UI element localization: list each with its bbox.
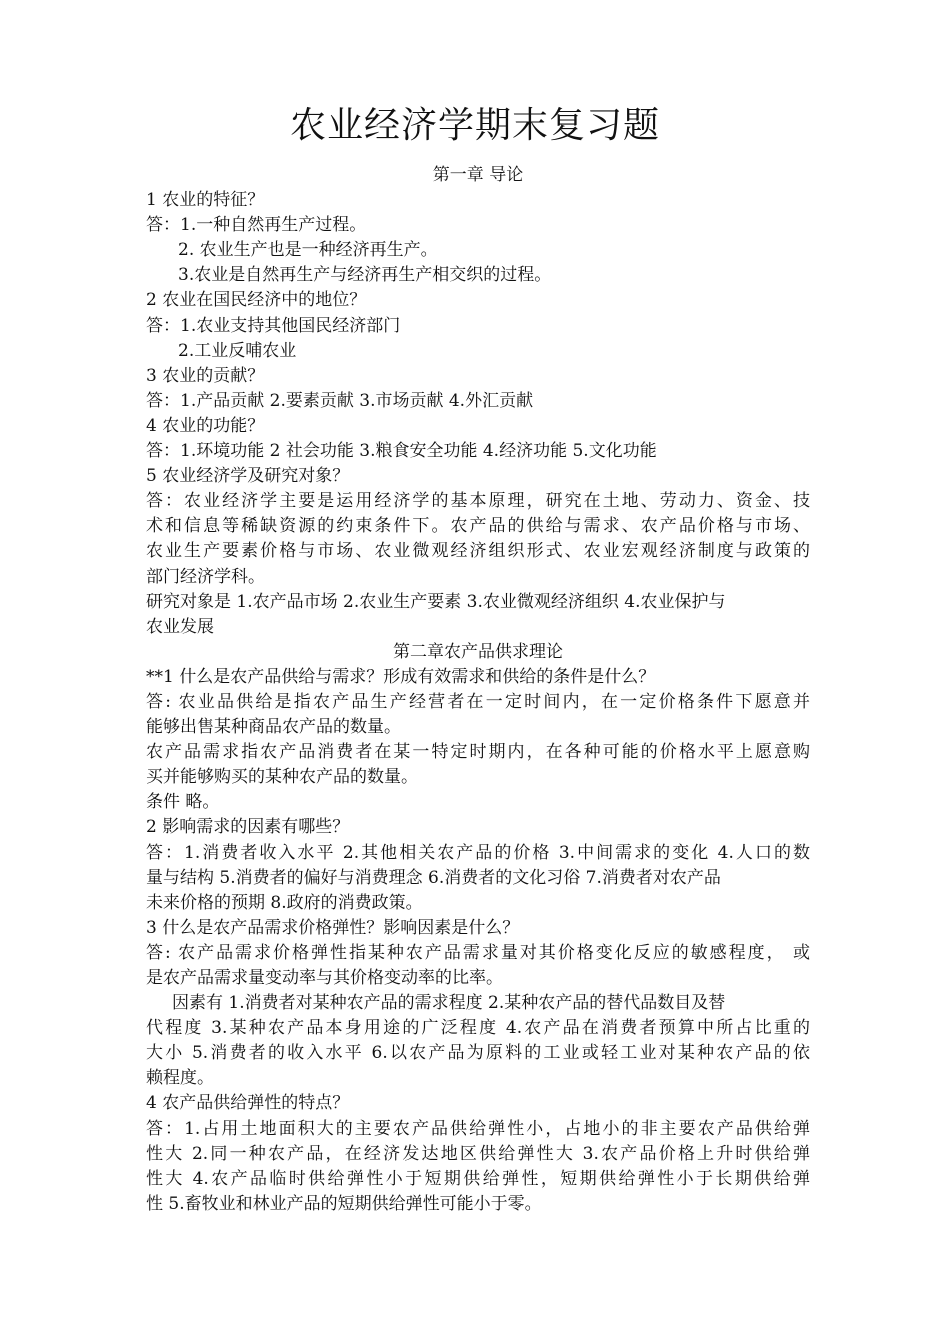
question-2: 2 农业在国民经济中的地位？ [146, 290, 367, 311]
answer-line: 答: 农产品需求价格弹性指某种农产品需求量对其价格变化反应的敏感程度， 或 [146, 942, 810, 963]
question-3: 3 农业的贡献？ [146, 365, 265, 386]
answer-line: 赖程度。 [146, 1068, 214, 1089]
answer-line: 能够出售某种商品农产品的数量。 [146, 717, 401, 738]
answer-line: 答：1.环境功能 2 社会功能 3.粮食安全功能 4.经济功能 5.文化功能 [146, 441, 657, 462]
answer-line: 农业发展 [146, 616, 214, 637]
answer-line: 量与结构 5.消费者的偏好与消费理念 6.消费者的文化习俗 7.消费者对农产品 [146, 867, 721, 888]
answer-line: 条件 略。 [146, 792, 220, 813]
document-body [146, 163, 810, 1217]
answer-line: 2. 农业生产也是一种经济再生产。 [178, 240, 438, 261]
answer-line: 答：农业经济学主要是运用经济学的基本原理，研究在土地、劳动力、资金、技 [146, 491, 810, 512]
answer-line: 研究对象是 1.农产品市场 2.农业生产要素 3.农业微观经济组织 4.农业保护与 [146, 591, 726, 612]
answer-line: 农业生产要素价格与市场、农业微观经济组织形式、农业宏观经济制度与政策的 [146, 541, 810, 562]
answer-line: 未来价格的预期 8.政府的消费政策。 [146, 892, 423, 913]
answer-line: 答：1.农业支持其他国民经济部门 [146, 315, 401, 336]
answer-line: 答：1.一种自然再生产过程。 [146, 215, 367, 236]
answer-line: 大小 5.消费者的收入水平 6.以农产品为原料的工业或轻工业对某种农产品的依 [146, 1043, 810, 1064]
question-5: 5 农业经济学及研究对象？ [146, 466, 350, 487]
question-4: 4 农产品供给弹性的特点？ [146, 1093, 350, 1114]
question-1: **1 什么是农产品供给与需求？形成有效需求和供给的条件是什么？ [146, 666, 656, 687]
question-1: 1 农业的特征？ [146, 190, 265, 211]
question-2: 2 影响需求的因素有哪些？ [146, 817, 350, 838]
answer-line: 答：1.占用土地面积大的主要农产品供给弹性小，占地小的非主要农产品供给弹 [146, 1118, 810, 1139]
answer-line: 买并能够购买的某种农产品的数量。 [146, 767, 418, 788]
answer-line: 代程度 3.某种农产品本身用途的广泛程度 4.农产品在消费者预算中所占比重的 [146, 1018, 810, 1039]
question-3: 3 什么是农产品需求价格弹性？影响因素是什么？ [146, 917, 520, 938]
answer-line: 因素有 1.消费者对某种农产品的需求程度 2.某种农产品的替代品数目及替 [172, 993, 726, 1014]
answer-line: 性大 2.同一种农产品，在经济发达地区供给弹性大 3.农产品价格上升时供给弹 [146, 1143, 810, 1164]
answer-line: 答：1.消费者收入水平 2.其他相关农产品的价格 3.中间需求的变化 4.人口的数 [146, 842, 810, 863]
answer-line: 农产品需求指农产品消费者在某一特定时期内，在各种可能的价格水平上愿意购 [146, 742, 810, 763]
answer-line: 答: 农业品供给是指农产品生产经营者在一定时间内，在一定价格条件下愿意并 [146, 691, 810, 712]
chapter-2-heading: 第二章农产品供求理论 [393, 641, 563, 662]
answer-line: 术和信息等稀缺资源的约束条件下。农产品的供给与需求、农产品价格与市场、 [146, 516, 810, 537]
answer-line: 性大 4.农产品临时供给弹性小于短期供给弹性，短期供给弹性小于长期供给弹 [146, 1168, 810, 1189]
answer-line: 答：1.产品贡献 2.要素贡献 3.市场贡献 4.外汇贡献 [146, 390, 534, 411]
answer-line: 性 5.畜牧业和林业产品的短期供给弹性可能小于零。 [146, 1193, 542, 1214]
answer-line: 是农产品需求量变动率与其价格变动率的比率。 [146, 968, 503, 988]
document-title: 农业经济学期末复习题 [289, 105, 660, 146]
answer-line: 部门经济学科。 [146, 566, 265, 587]
answer-line: 3.农业是自然再生产与经济再生产相交织的过程。 [178, 265, 552, 286]
answer-line: 2.工业反哺农业 [178, 340, 297, 361]
chapter-1-heading: 第一章 导论 [432, 165, 524, 185]
question-4: 4 农业的功能？ [146, 415, 265, 436]
